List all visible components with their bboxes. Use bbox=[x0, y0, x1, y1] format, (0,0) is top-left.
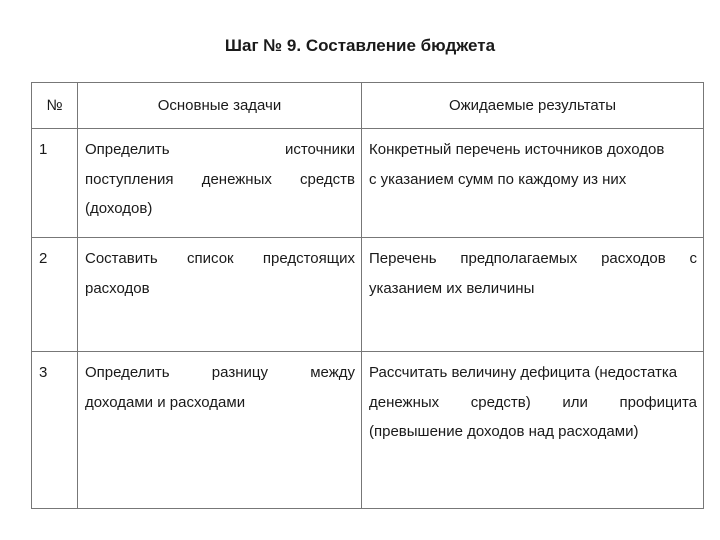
row-number: 2 bbox=[32, 238, 78, 352]
budget-table bbox=[31, 82, 704, 509]
row-number: 3 bbox=[32, 352, 78, 509]
table-row bbox=[32, 129, 704, 238]
task-line: Определить разницу между bbox=[85, 364, 355, 381]
result-cell bbox=[362, 352, 704, 509]
task-line: расходов bbox=[85, 279, 150, 297]
page-title: Шаг № 9. Составление бюджета bbox=[224, 36, 496, 55]
result-line: с указанием сумм по каждому из них bbox=[369, 170, 627, 188]
result-cell bbox=[362, 129, 704, 238]
header-number: № bbox=[32, 83, 78, 129]
task-line: (доходов) bbox=[85, 200, 153, 217]
result-line: Перечень предполагаемых расходов с bbox=[369, 250, 697, 267]
table-row bbox=[32, 352, 704, 509]
result-line: денежных средств) или профицита bbox=[369, 393, 697, 411]
task-cell bbox=[78, 129, 362, 238]
result-line: указанием их величины bbox=[369, 279, 535, 297]
task-line: Составить список предстоящих bbox=[85, 250, 355, 267]
result-line: Конкретный перечень источников доходов bbox=[369, 141, 665, 158]
task-line: поступления денежных средств bbox=[85, 170, 355, 188]
table-header-row bbox=[32, 83, 704, 129]
result-line: Рассчитать величину дефицита (недостатка bbox=[369, 364, 678, 381]
task-cell bbox=[78, 238, 362, 352]
task-line: Определить источники bbox=[85, 141, 355, 158]
result-line: (превышение доходов над расходами) bbox=[369, 423, 639, 440]
row-number: 1 bbox=[32, 129, 78, 238]
table-row bbox=[32, 238, 704, 352]
header-results: Ожидаемые результаты bbox=[362, 83, 704, 129]
header-tasks: Основные задачи bbox=[78, 83, 362, 129]
task-cell bbox=[78, 352, 362, 509]
task-line: доходами и расходами bbox=[85, 393, 246, 411]
result-cell bbox=[362, 238, 704, 352]
